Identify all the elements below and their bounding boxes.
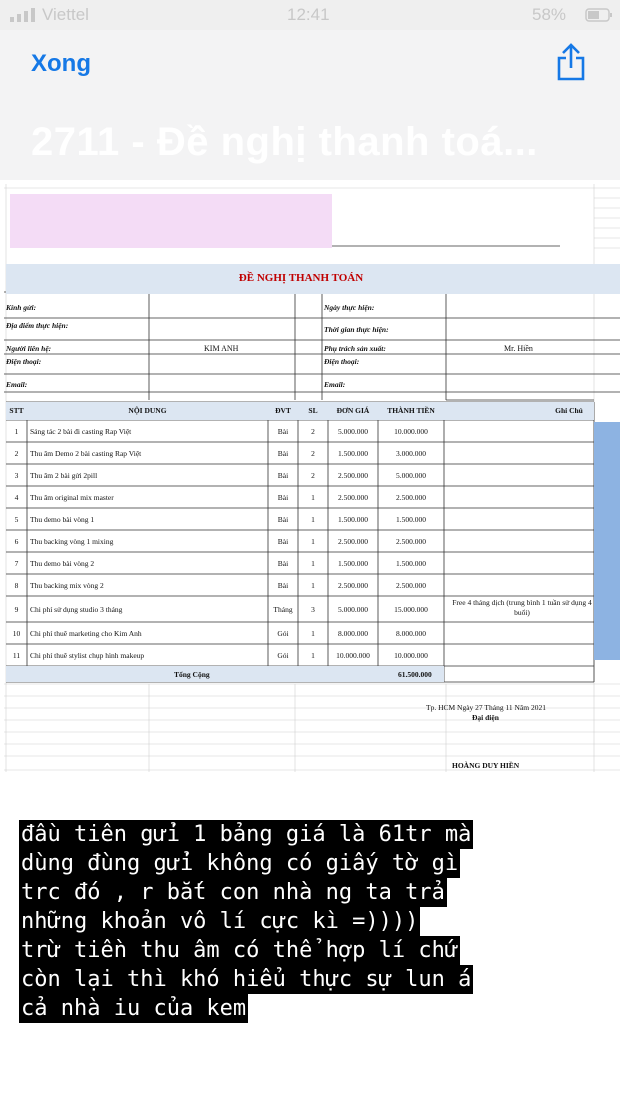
share-icon[interactable] <box>556 42 586 82</box>
cell-qty: 2 <box>311 471 315 480</box>
cell-stt: 5 <box>14 515 19 524</box>
cell-qty: 2 <box>311 427 315 436</box>
table-row <box>6 622 594 644</box>
caption-line: những khoản vô lí cực kì =)))) <box>21 909 419 934</box>
cell-unit: Bài <box>277 493 289 502</box>
cell-stt: 10 <box>12 629 21 638</box>
cell-qty: 3 <box>311 605 315 614</box>
cell-price: 1.500.000 <box>338 559 368 568</box>
note-highlight-column <box>594 422 620 660</box>
cell-content: Thu demo bài vòng 2 <box>30 559 95 568</box>
cell-unit: Bài <box>277 449 289 458</box>
dia-diem-label: Địa điểm thực hiện: <box>6 321 69 330</box>
cell-qty: 1 <box>311 493 315 502</box>
cell-unit: Bài <box>277 559 289 568</box>
cell-content: Thu âm 2 bài gửi 2pill <box>30 471 98 480</box>
table-row <box>6 442 594 464</box>
nguoi-lien-he-value: KIM ANH <box>204 344 239 353</box>
cell-total: 8.000.000 <box>396 629 426 638</box>
thoi-gian-label: Thời gian thực hiện: <box>324 325 389 334</box>
cell-unit: Gói <box>277 629 289 638</box>
table-row <box>6 552 594 574</box>
cell-total: 3.000.000 <box>396 449 426 458</box>
col-header-unit: ĐVT <box>275 406 291 415</box>
cell-content: Thu âm Demo 2 bài casting Rap Việt <box>30 449 142 458</box>
cell-unit: Bài <box>277 515 289 524</box>
total-row <box>6 666 444 682</box>
col-header-qty: SL <box>308 406 318 415</box>
phu-trach-label: Phụ trách sản xuất: <box>324 344 386 353</box>
nguoi-lien-he-label: Người liên hệ: <box>6 344 52 353</box>
table-row <box>6 464 594 486</box>
dien-thoai-left-label: Điện thoại: <box>6 357 42 366</box>
cell-unit: Gói <box>277 651 289 660</box>
col-header-stt: STT <box>9 406 24 415</box>
cell-total: 2.500.000 <box>396 537 426 546</box>
cell-stt: 2 <box>14 449 19 458</box>
cell-price: 8.000.000 <box>338 629 368 638</box>
cell-price: 2.500.000 <box>338 537 368 546</box>
cell-content: Thu backing mix vòng 2 <box>30 581 104 590</box>
document-title: 2711 - Đề nghị thanh toá... <box>31 120 538 164</box>
caption-line: trừ tiền thu âm có thể hợp lí chứ <box>21 938 459 963</box>
cell-qty: 1 <box>311 537 315 546</box>
cell-total: 10.000.000 <box>394 427 428 436</box>
cell-content: Chi phí thuê stylist chụp hình makeup <box>30 651 145 660</box>
cell-price: 2.500.000 <box>338 493 368 502</box>
cell-content: Chi phí sử dụng studio 3 tháng <box>30 605 123 614</box>
cell-stt: 8 <box>14 581 19 590</box>
cell-unit: Bài <box>277 471 289 480</box>
document-preview[interactable] <box>4 184 620 772</box>
battery-icon <box>585 8 613 22</box>
caption-line: dùng đùng gửi không có giấy tờ gì <box>21 851 459 876</box>
navigation-header <box>0 30 620 180</box>
cell-stt: 3 <box>14 471 19 480</box>
story-caption <box>19 820 579 1023</box>
redacted-header-area <box>10 194 332 248</box>
table-row <box>6 486 594 508</box>
cell-total: 2.500.000 <box>396 493 426 502</box>
cell-total: 15.000.000 <box>394 605 428 614</box>
cell-total: 1.500.000 <box>396 559 426 568</box>
cell-stt: 1 <box>14 427 19 436</box>
cell-stt: 9 <box>14 605 19 614</box>
email-right-label: Email: <box>324 380 346 389</box>
cell-price: 5.000.000 <box>338 605 368 614</box>
cell-total: 10.000.000 <box>394 651 428 660</box>
table-row <box>6 596 594 622</box>
cell-unit: Bài <box>277 581 289 590</box>
cell-qty: 1 <box>311 559 315 568</box>
phu-trach-value: Mr. Hiền <box>504 344 533 353</box>
cell-price: 1.500.000 <box>338 449 368 458</box>
battery-percent: 58% <box>532 5 567 24</box>
col-header-total: THÀNH TIỀN <box>387 406 435 415</box>
cell-content: Sáng tác 2 bài đi casting Rap Việt <box>30 427 132 436</box>
cell-content: Thu âm original mix master <box>30 493 114 502</box>
cell-qty: 1 <box>311 515 315 524</box>
cell-qty: 1 <box>311 581 315 590</box>
cell-unit: Bài <box>277 537 289 546</box>
cell-total: 5.000.000 <box>396 471 426 480</box>
cell-price: 10.000.000 <box>336 651 370 660</box>
carrier-label: Viettel <box>42 5 89 24</box>
total-label: Tổng Cộng <box>174 670 210 679</box>
table-row <box>6 574 594 596</box>
cell-stt: 6 <box>14 537 19 546</box>
caption-line: cả nhà iu của kem <box>21 996 247 1021</box>
cell-total: 1.500.000 <box>396 515 426 524</box>
table-row <box>6 420 594 442</box>
place-date: Tp. HCM Ngày 27 Tháng 11 Năm 2021 <box>426 703 546 712</box>
representative-label: Đại diện <box>472 713 499 722</box>
table-row <box>6 644 594 666</box>
clock: 12:41 <box>287 5 330 24</box>
cell-total: 2.500.000 <box>396 581 426 590</box>
cell-stt: 11 <box>12 651 21 660</box>
email-left-label: Email: <box>6 380 28 389</box>
signal-icon <box>10 8 38 22</box>
cell-unit: Tháng <box>273 605 293 614</box>
dien-thoai-right-label: Điện thoại: <box>324 357 360 366</box>
col-header-content: NỘI DUNG <box>128 406 167 415</box>
table-row <box>6 530 594 552</box>
cell-stt: 4 <box>14 493 19 502</box>
cell-qty: 1 <box>311 629 315 638</box>
document-heading-banner <box>6 264 620 294</box>
caption-line: trc đó , r bắt con nhà ng ta trả <box>21 880 445 905</box>
cell-content: Thu demo bài vòng 1 <box>30 515 95 524</box>
cell-price: 1.500.000 <box>338 515 368 524</box>
cell-content: Chi phí thuê marketing cho Kim Anh <box>30 629 142 638</box>
status-bar <box>0 0 620 30</box>
caption-line: còn lại thì khó hiểu thực sự lun á <box>21 967 472 992</box>
cell-note: Free 4 tháng dịch (trung bình 1 tuần sử dụng 4 buổi) <box>452 598 592 617</box>
cell-price: 2.500.000 <box>338 471 368 480</box>
total-value: 61.500.000 <box>398 670 432 679</box>
kinh-gui-label: Kính gửi: <box>6 303 37 312</box>
cell-content: Thu backing vòng 1 mixing <box>30 537 114 546</box>
cell-qty: 1 <box>311 651 315 660</box>
cell-price: 5.000.000 <box>338 427 368 436</box>
done-button[interactable]: Xong <box>31 50 91 77</box>
col-header-note: Ghi Chú <box>555 406 583 415</box>
signer-name: HOÀNG DUY HIỀN <box>452 761 520 770</box>
table-row <box>6 508 594 530</box>
cell-price: 2.500.000 <box>338 581 368 590</box>
document-heading: ĐỀ NGHỊ THANH TOÁN <box>238 272 364 284</box>
col-header-price: ĐƠN GIÁ <box>336 406 370 415</box>
cell-stt: 7 <box>14 559 19 568</box>
cell-unit: Bài <box>277 427 289 436</box>
caption-line: đầu tiên gửi 1 bảng giá là 61tr mà <box>21 822 472 847</box>
ngay-thuc-hien-label: Ngày thực hiện: <box>324 303 375 312</box>
cell-qty: 2 <box>311 449 315 458</box>
